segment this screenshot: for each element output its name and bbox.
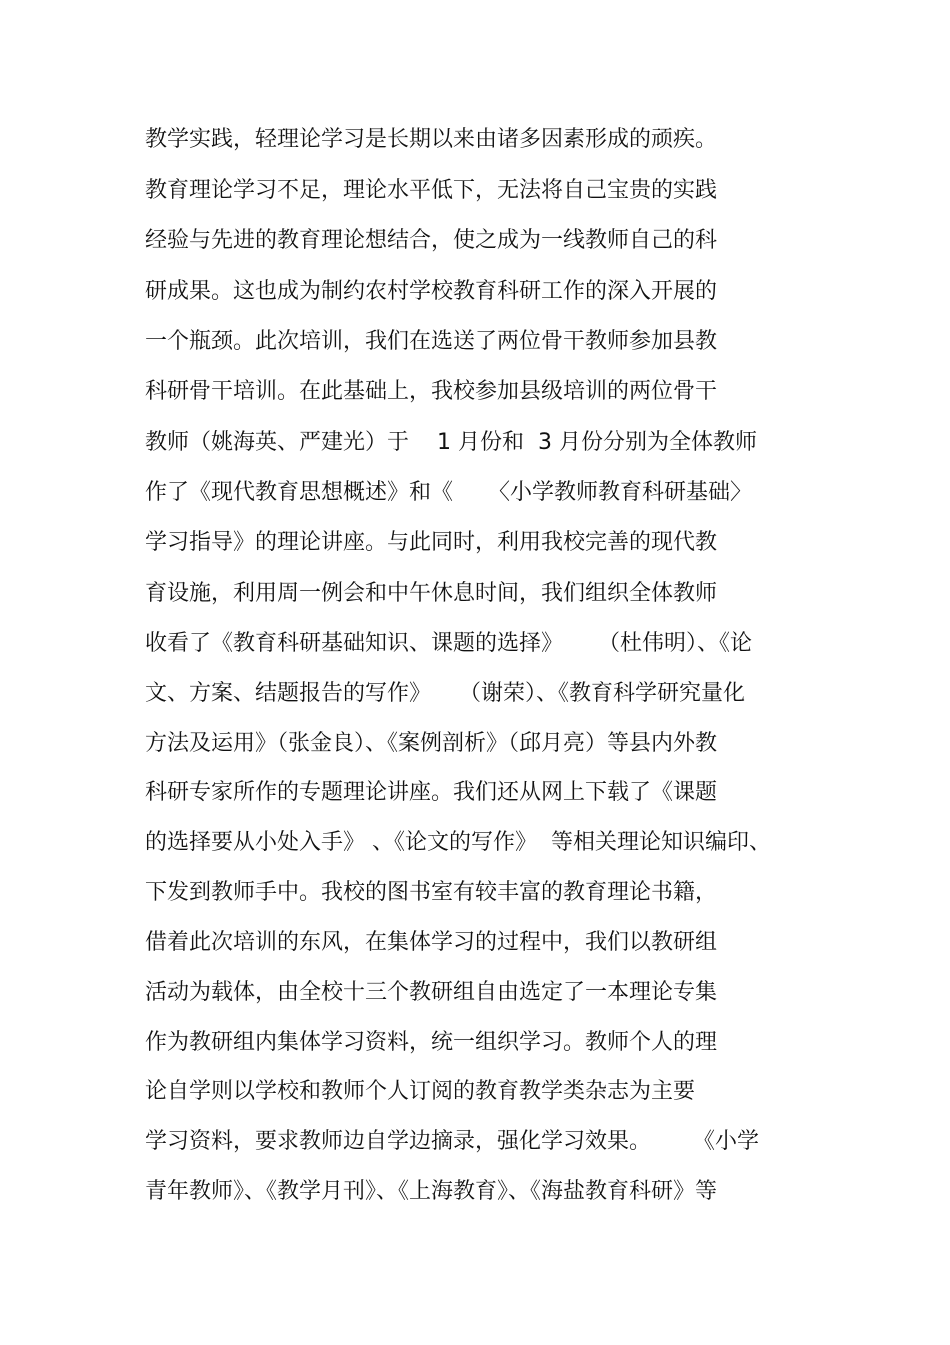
paragraph-line: 教学实践，轻理论学习是长期以来由诸多因素形成的顽疾。	[145, 127, 718, 152]
paragraph-line: 活动为载体，由全校十三个教研组自由选定了一本理论专集	[145, 980, 718, 1005]
paragraph-line: 下发到教师手中。我校的图书室有较丰富的教育理论书籍，	[145, 880, 718, 905]
paragraph-line: 研成果。这也成为制约农村学校教育科研工作的深入开展的	[145, 279, 718, 304]
paragraph-line: 学习资料，要求教师边自学边摘录，强化学习效果。 《小学	[145, 1129, 759, 1154]
paragraph-line: 教师（姚海英、严建光）于 1 月份和 3 月份分别为全体教师	[145, 430, 757, 455]
paragraph-line: 一个瓶颈。此次培训，我们在选送了两位骨干教师参加县教	[145, 329, 718, 354]
paragraph-line: 科研骨干培训。在此基础上，我校参加县级培训的两位骨干	[145, 379, 718, 404]
paragraph-line: 科研专家所作的专题理论讲座。我们还从网上下载了《课题	[145, 780, 718, 805]
paragraph-line: 青年教师》、《教学月刊》、《上海教育》、《海盐教育科研》等	[145, 1179, 718, 1204]
paragraph-line: 作为教研组内集体学习资料，统一组织学习。教师个人的理	[145, 1030, 718, 1055]
paragraph-line: 文、方案、结题报告的写作》 （谢荣）、《教育科学研究量化	[145, 681, 745, 706]
paragraph-line: 教育理论学习不足，理论水平低下，无法将自己宝贵的实践	[145, 178, 718, 203]
paragraph-line: 方法及运用》（张金良）、《案例剖析》（邱月亮）等县内外教	[145, 731, 718, 756]
paragraph-line: 借着此次培训的东风，在集体学习的过程中，我们以教研组	[145, 930, 718, 955]
paragraph-line: 经验与先进的教育理论想结合，使之成为一线教师自己的科	[145, 228, 718, 253]
paragraph-line: 论自学则以学校和教师个人订阅的教育教学类杂志为主要	[145, 1079, 696, 1104]
paragraph-line: 育设施，利用周一例会和中午休息时间，我们组织全体教师	[145, 581, 718, 606]
paragraph-line: 学习指导》的理论讲座。与此同时，利用我校完善的现代教	[145, 530, 718, 555]
paragraph-line: 收看了《教育科研基础知识、课题的选择》 （杜伟明）、《论	[145, 631, 752, 656]
paragraph-line: 作了《现代教育思想概述》和《 〈小学教师教育科研基础〉	[145, 480, 752, 505]
paragraph-line: 的选择要从小处入手》 、《论文的写作》 等相关理论知识编印、	[145, 830, 771, 855]
